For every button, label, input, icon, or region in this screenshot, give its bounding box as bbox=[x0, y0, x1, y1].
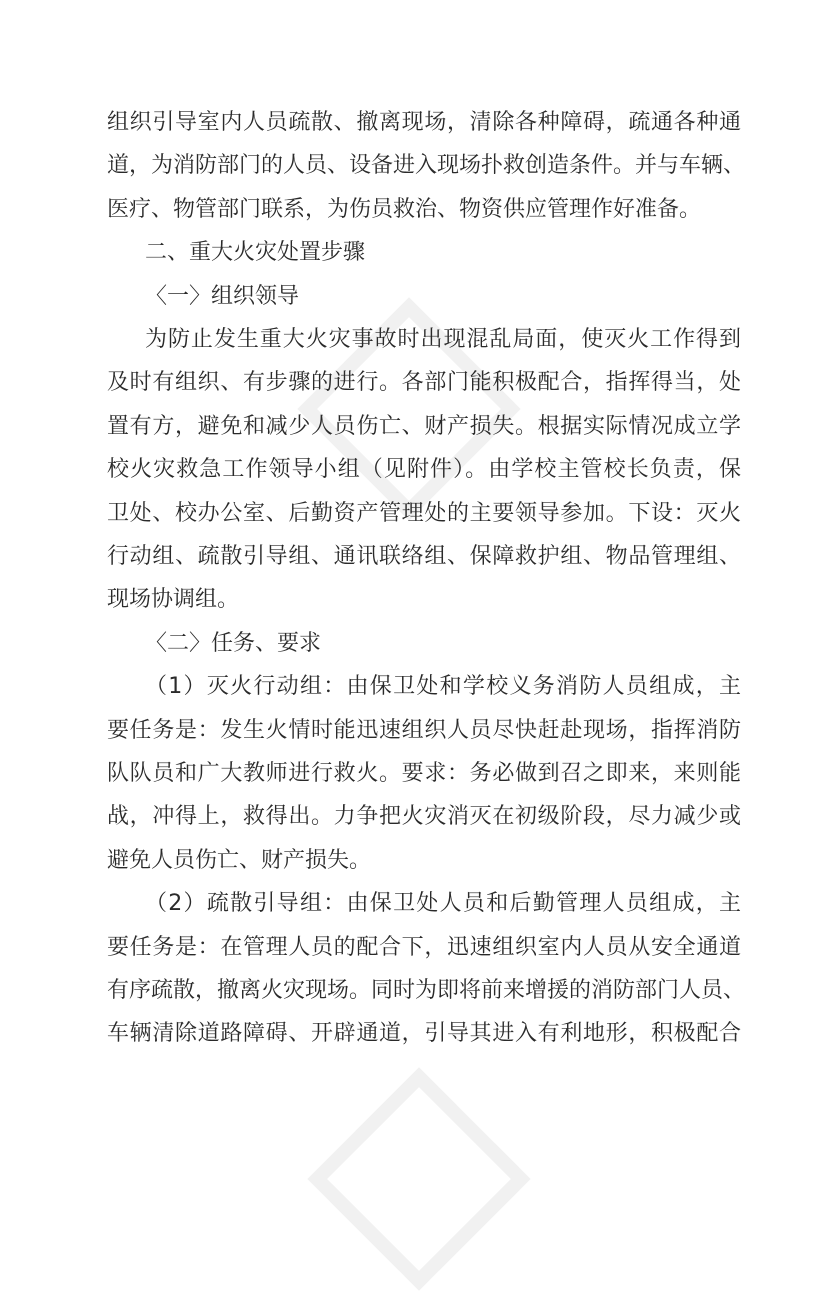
text-line: 战，冲得上，救得出。力争把火灾消灭在初级阶段，尽力减少或 bbox=[107, 804, 741, 830]
text-line: 组织引导室内人员疏散、撤离现场，清除各种障碍，疏通各种通 bbox=[107, 110, 741, 135]
text-line: 置有方，避免和减少人员伤亡、财产损失。根据实际情况成立学 bbox=[107, 413, 741, 439]
text-line: 要任务是：发生火情时能迅速组织人员尽快赶赴现场，指挥消防 bbox=[107, 717, 741, 743]
text-line: 为防止发生重大火灾事故时出现混乱局面，使灭火工作得到 bbox=[145, 327, 741, 352]
text-line: 有序疏散，撤离火灾现场。同时为即将前来增援的消防部门人员、 bbox=[107, 978, 746, 1003]
text-line: 队队员和广大教师进行救火。要求：务必做到召之即来，来则能 bbox=[107, 761, 741, 786]
text-line: （2）疏散引导组：由保卫处人员和后勤管理人员组成，主 bbox=[145, 891, 741, 917]
watermark bbox=[307, 1067, 530, 1290]
text-line: 〈一〉组织领导 bbox=[145, 283, 300, 309]
text-line: 卫处、校办公室、后勤资产管理处的主要领导参加。下设：灭火 bbox=[107, 500, 741, 526]
text-line: 现场协调组。 bbox=[107, 587, 240, 613]
text-line: 要任务是：在管理人员的配合下，迅速组织室内人员从安全通道 bbox=[107, 934, 741, 960]
text-line: 行动组、疏散引导组、通讯联络组、保障救护组、物品管理组、 bbox=[107, 544, 741, 569]
text-line: 校火灾救急工作领导小组（见附件）。由学校主管校长负责，保 bbox=[107, 457, 741, 483]
text-line: 及时有组织、有步骤的进行。各部门能积极配合，指挥得当，处 bbox=[107, 370, 741, 396]
text-line: 〈二〉任务、要求 bbox=[145, 630, 322, 656]
text-line: 避免人员伤亡、财产损失。 bbox=[107, 847, 372, 873]
text-line: 道，为消防部门的人员、设备进入现场扑救创造条件。并与车辆、 bbox=[107, 153, 746, 179]
text-line: 二、重大火灾处置步骤 bbox=[145, 240, 366, 266]
text-line: （1）灭火行动组：由保卫处和学校义务消防人员组成，主 bbox=[145, 674, 741, 700]
text-line: 医疗、物管部门联系，为伤员救治、物资供应管理作好准备。 bbox=[107, 196, 702, 222]
text-line: 车辆清除道路障碍、开辟通道，引导其进入有利地形，积极配合 bbox=[107, 1021, 741, 1047]
